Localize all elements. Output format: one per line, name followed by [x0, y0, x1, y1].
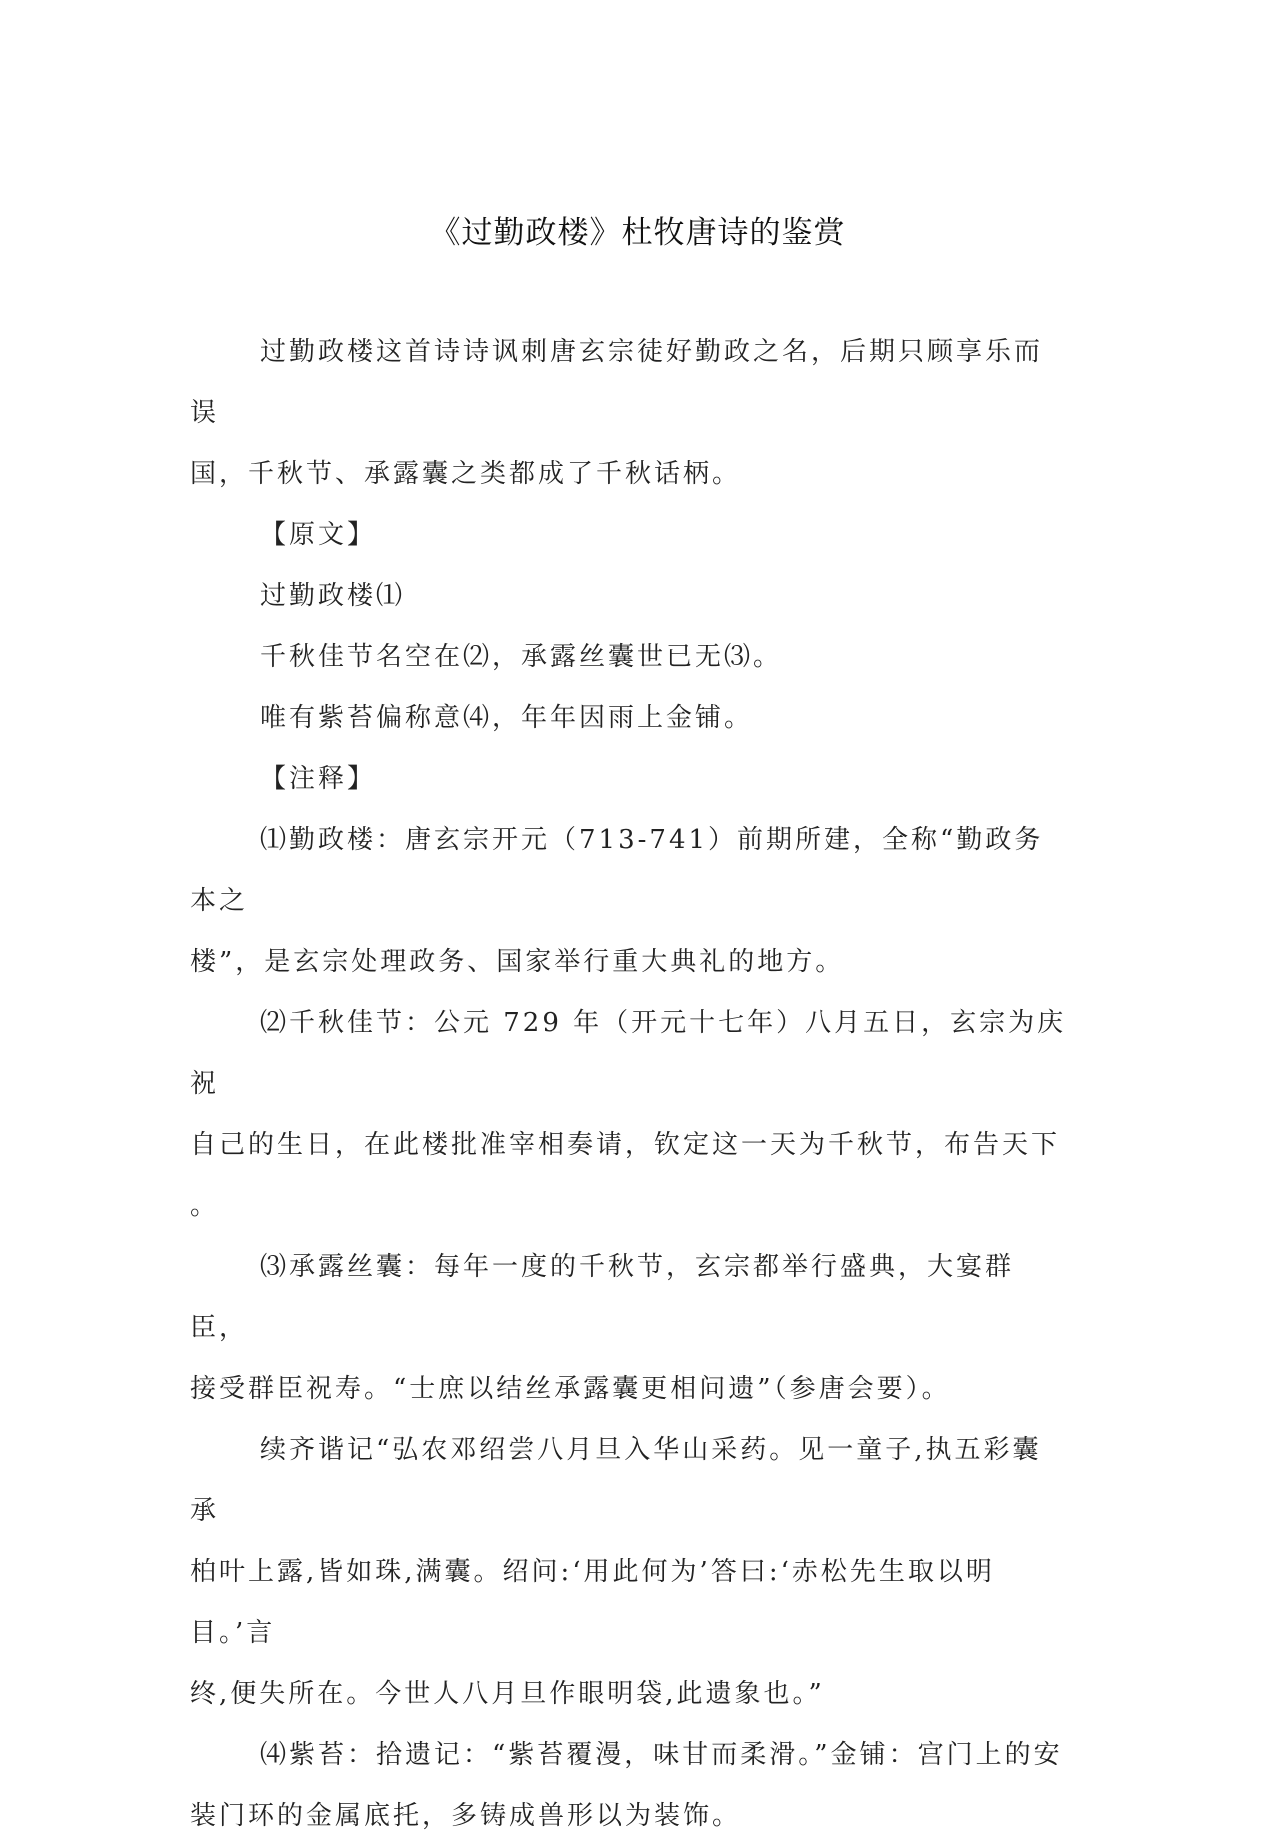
poem-line-2: 唯有紫苔偏称意⑷，年年因雨上金铺。 [260, 703, 754, 733]
note-4-line-2: 装门环的金属底托，多铸成兽形以为装饰。 [190, 1801, 742, 1831]
original-text-heading: 【原文】 [260, 520, 377, 550]
poem-line-1: 千秋佳节名空在⑵，承露丝囊世已无⑶。 [260, 642, 783, 672]
intro-paragraph-line-1: 过勤政楼这首诗诗讽刺唐玄宗徒好勤政之名，后期只顾享乐而误 [190, 337, 1044, 428]
note-1-line-1: ⑴勤政楼：唐玄宗开元（713-741）前期所建，全称“勤政务本之 [190, 825, 1044, 916]
note-2-line-3: 。 [190, 1191, 220, 1221]
quote-line-3: 终,便失所在。今世人八月旦作眼明袋,此遗象也。” [190, 1679, 825, 1709]
note-3-line-1: ⑶承露丝囊：每年一度的千秋节，玄宗都举行盛典，大宴群臣， [190, 1252, 1015, 1343]
note-2-line-1: ⑵千秋佳节：公元 729 年（开元十七年）八月五日，玄宗为庆祝 [190, 1008, 1067, 1099]
note-3-line-2: 接受群臣祝寿。“士庶以结丝承露囊更相问遗”（参唐会要）。 [190, 1374, 951, 1404]
note-1-line-2: 楼”，是玄宗处理政务、国家举行重大典礼的地方。 [190, 947, 845, 977]
note-2-line-2: 自己的生日，在此楼批准宰相奏请，钦定这一天为千秋节，布告天下 [190, 1130, 1061, 1160]
note-4-line-1: ⑷紫苔：拾遗记：“紫苔覆漫，味甘而柔滑。”金铺：宫门上的安 [260, 1740, 1063, 1770]
quote-line-1: 续齐谐记“弘农邓绍尝八月旦入华山采药。见一童子,执五彩囊承 [190, 1435, 1042, 1526]
document-body [190, 322, 1070, 1847]
poem-title: 过勤政楼⑴ [260, 581, 406, 611]
intro-paragraph-line-2: 国，千秋节、承露囊之类都成了千秋话柄。 [190, 459, 742, 489]
notes-heading: 【注释】 [260, 764, 377, 794]
document-title: 《过勤政楼》杜牧唐诗的鉴赏 [429, 215, 846, 251]
quote-line-2: 柏叶上露,皆如珠,满囊。绍问:‘用此何为’答曰:‘赤松先生取以明目。’言 [190, 1557, 995, 1648]
